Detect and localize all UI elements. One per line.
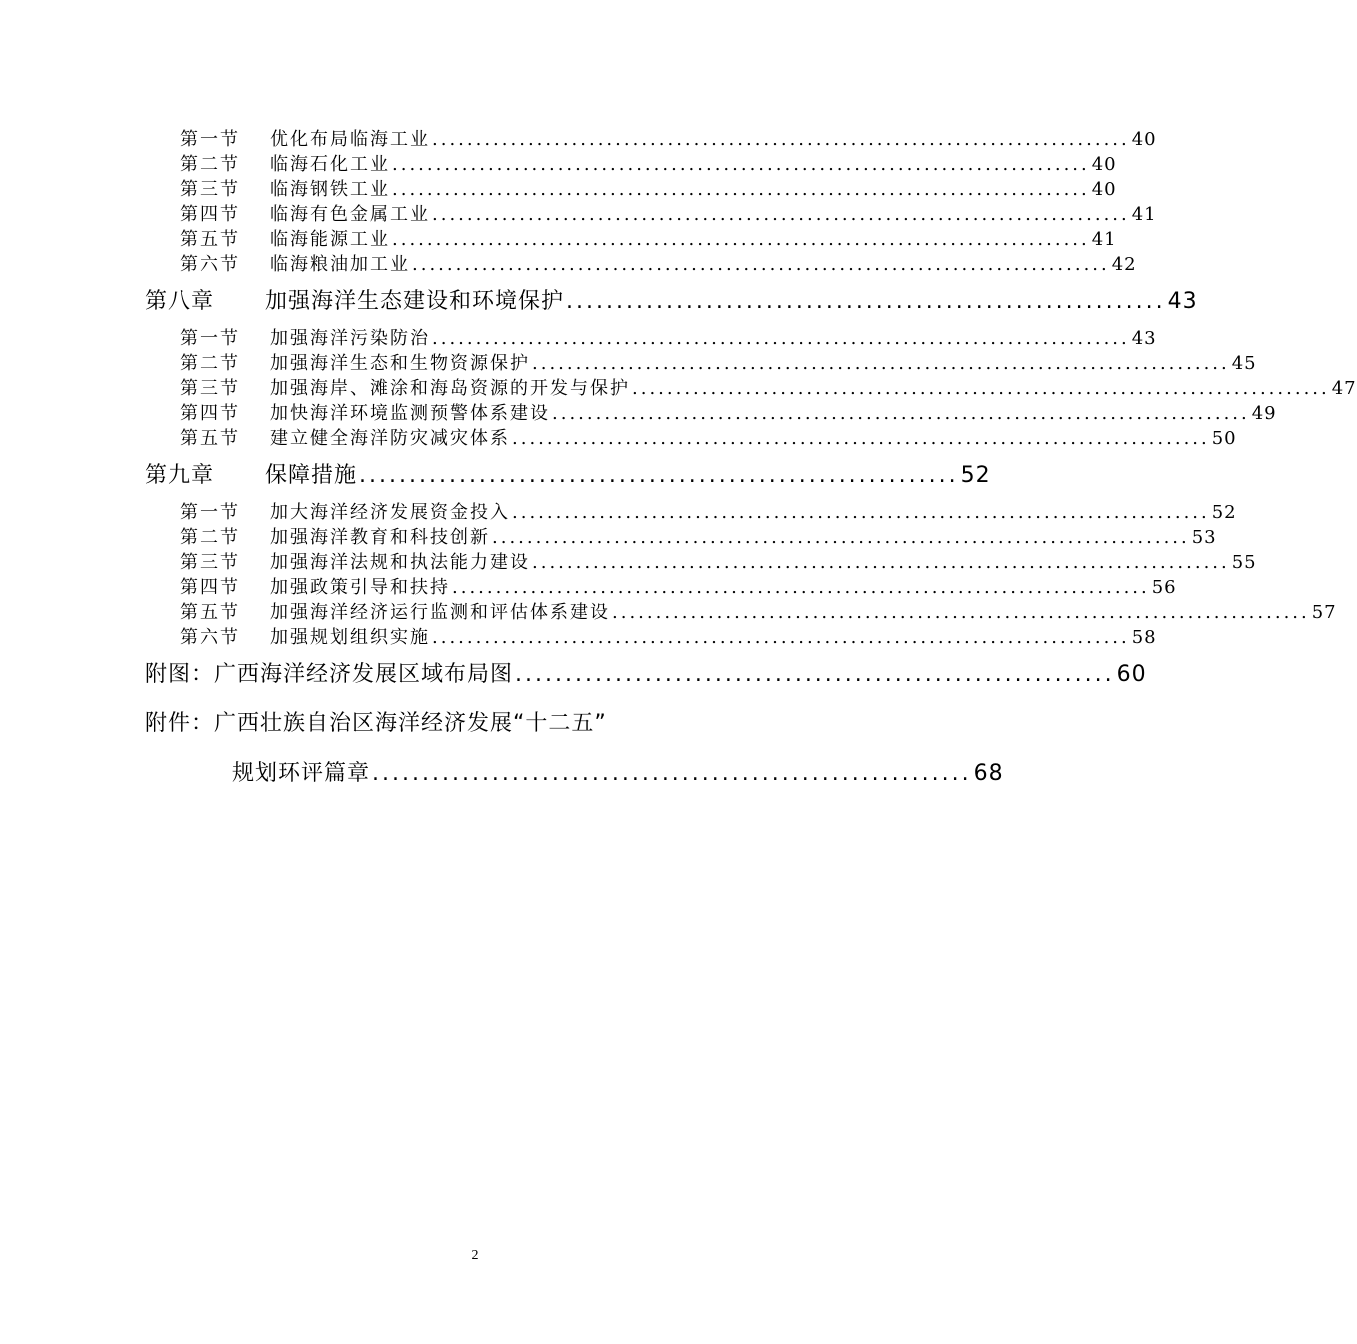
section-page-number: 53 xyxy=(1191,527,1217,548)
section-title: 临海有色金属工业 xyxy=(270,204,430,225)
dot-leader: ................................................................................ xyxy=(632,378,1330,399)
dot-leader: ................................................................................ xyxy=(532,353,1230,374)
section-number: 第六节 xyxy=(180,627,240,648)
dot-leader: ............................................................ xyxy=(359,463,959,488)
section-page-number: 47 xyxy=(1331,378,1357,399)
appendix-attachment-title-cont: 规划环评篇章 xyxy=(232,761,371,786)
section-page-number: 40 xyxy=(1131,129,1157,150)
toc-appendix-figure[interactable] xyxy=(145,657,1147,691)
dot-leader: ................................................................................ xyxy=(392,179,1090,200)
dot-leader: ................................................................................ xyxy=(412,254,1110,275)
toc-section-ch9-6[interactable] xyxy=(180,623,1157,648)
dot-leader: ................................................................................ xyxy=(432,328,1130,349)
toc-section-ch8-1[interactable] xyxy=(180,324,1157,349)
section-page-number: 43 xyxy=(1131,328,1157,349)
appendix-attachment-page-number: 68 xyxy=(973,761,1004,786)
section-number: 第三节 xyxy=(180,552,240,573)
dot-leader: ................................................................................ xyxy=(432,204,1130,225)
dot-leader: ................................................................................ xyxy=(612,602,1310,623)
chapter-page-number: 43 xyxy=(1167,289,1198,314)
chapter-title: 保障措施 xyxy=(265,463,358,488)
section-page-number: 41 xyxy=(1091,229,1117,250)
appendix-figure-title: 附图：广西海洋经济发展区域布局图 xyxy=(145,662,514,687)
section-title: 临海能源工业 xyxy=(270,229,390,250)
dot-leader: ................................................................................ xyxy=(392,229,1090,250)
dot-leader: ................................................................................ xyxy=(512,502,1210,523)
toc-section-ch8-4[interactable] xyxy=(180,399,1277,424)
section-page-number: 45 xyxy=(1231,353,1257,374)
section-title: 加强海洋生态和生物资源保护 xyxy=(270,353,530,374)
section-number: 第三节 xyxy=(180,378,240,399)
section-title: 建立健全海洋防灾减灾体系 xyxy=(270,428,510,449)
section-number: 第一节 xyxy=(180,129,240,150)
section-page-number: 52 xyxy=(1211,502,1237,523)
section-title: 加强规划组织实施 xyxy=(270,627,430,648)
section-page-number: 49 xyxy=(1251,403,1277,424)
section-page-number: 50 xyxy=(1211,428,1237,449)
section-title: 加强海洋经济运行监测和评估体系建设 xyxy=(270,602,610,623)
section-number: 第二节 xyxy=(180,353,240,374)
section-title: 加强政策引导和扶持 xyxy=(270,577,450,598)
dot-leader: ................................................................................ xyxy=(492,527,1190,548)
section-number: 第六节 xyxy=(180,254,240,275)
section-title: 加强海洋法规和执法能力建设 xyxy=(270,552,530,573)
section-title: 加快海洋环境监测预警体系建设 xyxy=(270,403,550,424)
chapter-title: 加强海洋生态建设和环境保护 xyxy=(265,289,565,314)
toc-section-ch8-3[interactable] xyxy=(180,374,1357,399)
section-number: 第五节 xyxy=(180,428,240,449)
toc-section-ch7-1[interactable] xyxy=(180,125,1157,150)
toc-section-ch9-4[interactable] xyxy=(180,573,1177,598)
section-number: 第四节 xyxy=(180,577,240,598)
toc-section-ch7-4[interactable] xyxy=(180,200,1157,225)
section-page-number: 56 xyxy=(1151,577,1177,598)
dot-leader: ................................................................................ xyxy=(452,577,1150,598)
dot-leader: ............................................................ xyxy=(372,761,972,786)
dot-leader: ................................................................................ xyxy=(432,627,1130,648)
toc-section-ch7-6[interactable] xyxy=(180,250,1137,275)
toc-section-ch7-2[interactable] xyxy=(180,150,1117,175)
toc-chapter-8[interactable] xyxy=(145,284,1198,318)
section-page-number: 55 xyxy=(1231,552,1257,573)
section-number: 第五节 xyxy=(180,229,240,250)
toc-section-ch8-2[interactable] xyxy=(180,349,1257,374)
toc-chapter-9[interactable] xyxy=(145,458,991,492)
dot-leader: ................................................................................ xyxy=(392,154,1090,175)
toc-appendix-attachment[interactable] xyxy=(145,706,607,740)
section-number: 第四节 xyxy=(180,204,240,225)
section-title: 加强海洋教育和科技创新 xyxy=(270,527,490,548)
section-number: 第二节 xyxy=(180,154,240,175)
dot-leader: ................................................................................ xyxy=(432,129,1130,150)
chapter-page-number: 52 xyxy=(960,463,991,488)
toc-section-ch8-5[interactable] xyxy=(180,424,1237,449)
appendix-attachment-title: 附件：广西壮族自治区海洋经济发展“十二五” xyxy=(145,711,607,736)
section-number: 第一节 xyxy=(180,502,240,523)
section-page-number: 42 xyxy=(1111,254,1137,275)
toc-appendix-attachment-cont[interactable] xyxy=(232,756,1004,790)
section-page-number: 41 xyxy=(1131,204,1157,225)
section-title: 加强海洋污染防治 xyxy=(270,328,430,349)
chapter-number: 第九章 xyxy=(145,463,215,488)
section-number: 第二节 xyxy=(180,527,240,548)
section-number: 第四节 xyxy=(180,403,240,424)
section-number: 第五节 xyxy=(180,602,240,623)
dot-leader: ............................................................ xyxy=(515,662,1115,687)
section-title: 加强海岸、滩涂和海岛资源的开发与保护 xyxy=(270,378,630,399)
section-title: 临海钢铁工业 xyxy=(270,179,390,200)
toc-section-ch7-3[interactable] xyxy=(180,175,1117,200)
toc-section-ch9-3[interactable] xyxy=(180,548,1257,573)
appendix-figure-page-number: 60 xyxy=(1116,662,1147,687)
toc-section-ch7-5[interactable] xyxy=(180,225,1117,250)
section-page-number: 40 xyxy=(1091,154,1117,175)
dot-leader: ............................................................ xyxy=(566,289,1166,314)
dot-leader: ................................................................................ xyxy=(552,403,1250,424)
section-page-number: 58 xyxy=(1131,627,1157,648)
section-number: 第一节 xyxy=(180,328,240,349)
toc-section-ch9-5[interactable] xyxy=(180,598,1337,623)
section-title: 临海粮油加工业 xyxy=(270,254,410,275)
section-page-number: 40 xyxy=(1091,179,1117,200)
dot-leader: ................................................................................ xyxy=(512,428,1210,449)
chapter-number: 第八章 xyxy=(145,289,215,314)
section-title: 加大海洋经济发展资金投入 xyxy=(270,502,510,523)
toc-section-ch9-1[interactable] xyxy=(180,498,1237,523)
section-title: 优化布局临海工业 xyxy=(270,129,430,150)
page-number-footer: 2 xyxy=(471,1248,479,1263)
section-number: 第三节 xyxy=(180,179,240,200)
toc-section-ch9-2[interactable] xyxy=(180,523,1217,548)
dot-leader: ................................................................................ xyxy=(532,552,1230,573)
section-page-number: 57 xyxy=(1311,602,1337,623)
section-title: 临海石化工业 xyxy=(270,154,390,175)
